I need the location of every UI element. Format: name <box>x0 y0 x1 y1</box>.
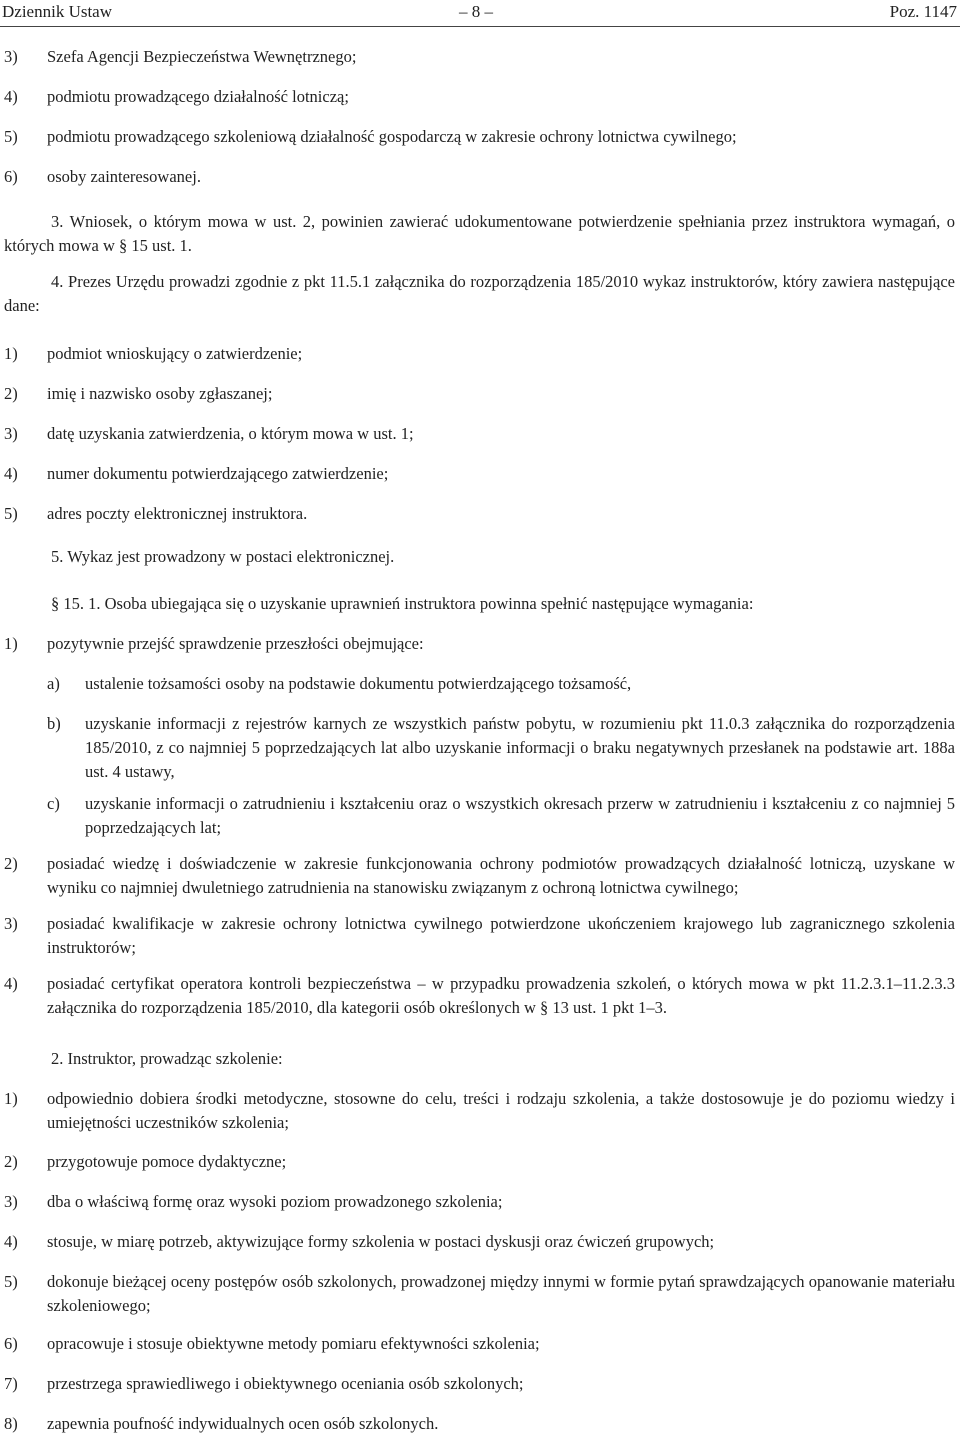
list-item <box>0 852 955 900</box>
list-item <box>0 165 955 189</box>
list-item <box>0 342 955 366</box>
paragraph <box>0 270 955 318</box>
item-text: przygotowuje pomoce dydaktyczne; <box>47 1152 287 1171</box>
list-item <box>0 45 955 69</box>
list-item <box>0 1372 955 1396</box>
item-text: 4. Prezes Urzędu prowadzi zgodnie z pkt 11.5.1 załącznika do rozporządzenia 185/2010 wykaz instruktorów, który zawiera następujące dane: <box>4 272 955 315</box>
item-text: podmiotu prowadzącego działalność lotniczą; <box>47 87 349 106</box>
item-text: dokonuje bieżącej oceny postępów osób szkolonych, prowadzonej między innymi w formie pytań sprawdzających opanowanie materiału szkoleniowego; <box>47 1272 955 1315</box>
item-text: podmiot wnioskujący o zatwierdzenie; <box>47 344 303 363</box>
list-item <box>0 1332 955 1356</box>
item-text: adres poczty elektronicznej instruktora. <box>47 504 308 523</box>
item-text: posiadać kwalifikacje w zakresie ochrony lotnictwa cywilnego potwierdzone ukończeniem krajowego lub zagranicznego szkolenia instruktorów; <box>47 914 955 957</box>
sub-list-item <box>0 792 955 840</box>
item-number: b) <box>47 714 61 733</box>
page-header <box>0 0 960 27</box>
item-text: posiadać wiedzę i doświadczenie w zakresie funkcjonowania ochrony podmiotów prowadzących działalność lotniczą, uzyskane w wyniku co najmniej dwuletniego zatrudnienia na stanowisku związanym z ochroną lotnictwa cywilnego; <box>47 854 955 897</box>
item-text: przestrzega sprawiedliwego i obiektywnego oceniania osób szkolonych; <box>47 1374 524 1393</box>
item-text: 3. Wniosek, o którym mowa w ust. 2, powinien zawierać udokumentowane potwierdzenie spełniania przez instruktora wymagań, o których mowa w § 15 ust. 1. <box>4 212 955 255</box>
paragraph <box>0 592 955 616</box>
item-text: numer dokumentu potwierdzającego zatwierdzenie; <box>47 464 389 483</box>
item-text: datę uzyskania zatwierdzenia, o którym mowa w ust. 1; <box>47 424 414 443</box>
item-text: ustalenie tożsamości osoby na podstawie dokumentu potwierdzającego tożsamość, <box>85 674 632 693</box>
list-item <box>0 1190 955 1214</box>
list-item <box>0 85 955 109</box>
item-number: 4) <box>4 974 18 993</box>
item-text: osoby zainteresowanej. <box>47 167 201 186</box>
sub-list-item <box>0 672 955 696</box>
item-number: 6) <box>4 1334 18 1353</box>
item-number: 2) <box>4 384 18 403</box>
item-text: imię i nazwisko osoby zgłaszanej; <box>47 384 273 403</box>
item-text: Szefa Agencji Bezpieczeństwa Wewnętrznego; <box>47 47 357 66</box>
paragraph <box>0 210 955 258</box>
item-number: 3) <box>4 914 18 933</box>
list-item <box>0 382 955 406</box>
item-number: 4) <box>4 464 18 483</box>
item-text: posiadać certyfikat operatora kontroli bezpieczeństwa – w przypadku prowadzenia szkoleń, o których mowa w pkt 11.2.3.1–11.2.3.3 załącznika do rozporządzenia 185/2010, dla kategorii osób określonych w § 13 ust. 1 pkt 1–3. <box>47 974 955 1017</box>
item-text: uzyskanie informacji o zatrudnieniu i kształceniu oraz o wszystkich okresach przerw w zatrudnieniu i kształceniu z co najmniej 5 poprzedzających lat; <box>85 794 955 837</box>
item-text: 5. Wykaz jest prowadzony w postaci elektronicznej. <box>51 547 395 566</box>
item-text: stosuje, w miarę potrzeb, aktywizujące formy szkolenia w postaci dyskusji oraz ćwiczeń grupowych; <box>47 1232 715 1251</box>
item-number: 8) <box>4 1414 18 1433</box>
item-number: 3) <box>4 424 18 443</box>
item-number: 4) <box>4 87 18 106</box>
list-item <box>0 422 955 446</box>
item-text: odpowiednio dobiera środki metodyczne, stosowne do celu, treści i rodzaju szkolenia, a także dostosowuje je do poziomu wiedzy i umiejętności uczestników szkolenia; <box>47 1089 955 1132</box>
list-item <box>0 972 955 1020</box>
item-number: 4) <box>4 1232 18 1251</box>
item-number: c) <box>47 794 60 813</box>
list-item <box>0 912 955 960</box>
item-text: dba o właściwą formę oraz wysoki poziom prowadzonego szkolenia; <box>47 1192 503 1211</box>
item-number: 3) <box>4 47 18 66</box>
item-number: 2) <box>4 854 18 873</box>
item-number: 6) <box>4 167 18 186</box>
position-number: Poz. 1147 <box>889 2 957 21</box>
page-number: – 8 – <box>459 2 493 21</box>
list-item <box>0 125 955 149</box>
list-item <box>0 502 955 526</box>
item-text: zapewnia poufność indywidualnych ocen osób szkolonych. <box>47 1414 439 1433</box>
sub-list-item <box>0 712 955 784</box>
list-item <box>0 1087 955 1135</box>
item-number: 5) <box>4 504 18 523</box>
list-item <box>0 1150 955 1174</box>
item-number: 7) <box>4 1374 18 1393</box>
item-number: 2) <box>4 1152 18 1171</box>
item-text: pozytywnie przejść sprawdzenie przeszłości obejmujące: <box>47 634 424 653</box>
item-number: 1) <box>4 634 18 653</box>
item-number: 3) <box>4 1192 18 1211</box>
item-text: podmiotu prowadzącego szkoleniową działalność gospodarczą w zakresie ochrony lotnictwa cywilnego; <box>47 127 737 146</box>
item-text: 2. Instruktor, prowadząc szkolenie: <box>51 1049 283 1068</box>
journal-title: Dziennik Ustaw <box>2 2 113 21</box>
list-item <box>0 1230 955 1254</box>
item-text: § 15. 1. Osoba ubiegająca się o uzyskanie uprawnień instruktora powinna spełnić następujące wymagania: <box>51 594 754 613</box>
list-item <box>0 1270 955 1318</box>
list-item <box>0 632 955 656</box>
item-number: 1) <box>4 1089 18 1108</box>
paragraph <box>0 545 955 569</box>
item-number: 1) <box>4 344 18 363</box>
item-number: 5) <box>4 1272 18 1291</box>
list-item <box>0 1412 955 1436</box>
paragraph <box>0 1047 955 1071</box>
item-text: uzyskanie informacji z rejestrów karnych ze wszystkich państw pobytu, w rozumieniu pkt 11.0.3 załącznika do rozporządzenia 185/2010, z co najmniej 5 poprzedzających lat albo uzyskanie informacji o braku negatywnych przesłanek na podstawie art. 188a ust. 4 ustawy, <box>85 714 955 781</box>
item-number: a) <box>47 674 60 693</box>
item-number: 5) <box>4 127 18 146</box>
item-text: opracowuje i stosuje obiektywne metody pomiaru efektywności szkolenia; <box>47 1334 540 1353</box>
list-item <box>0 462 955 486</box>
